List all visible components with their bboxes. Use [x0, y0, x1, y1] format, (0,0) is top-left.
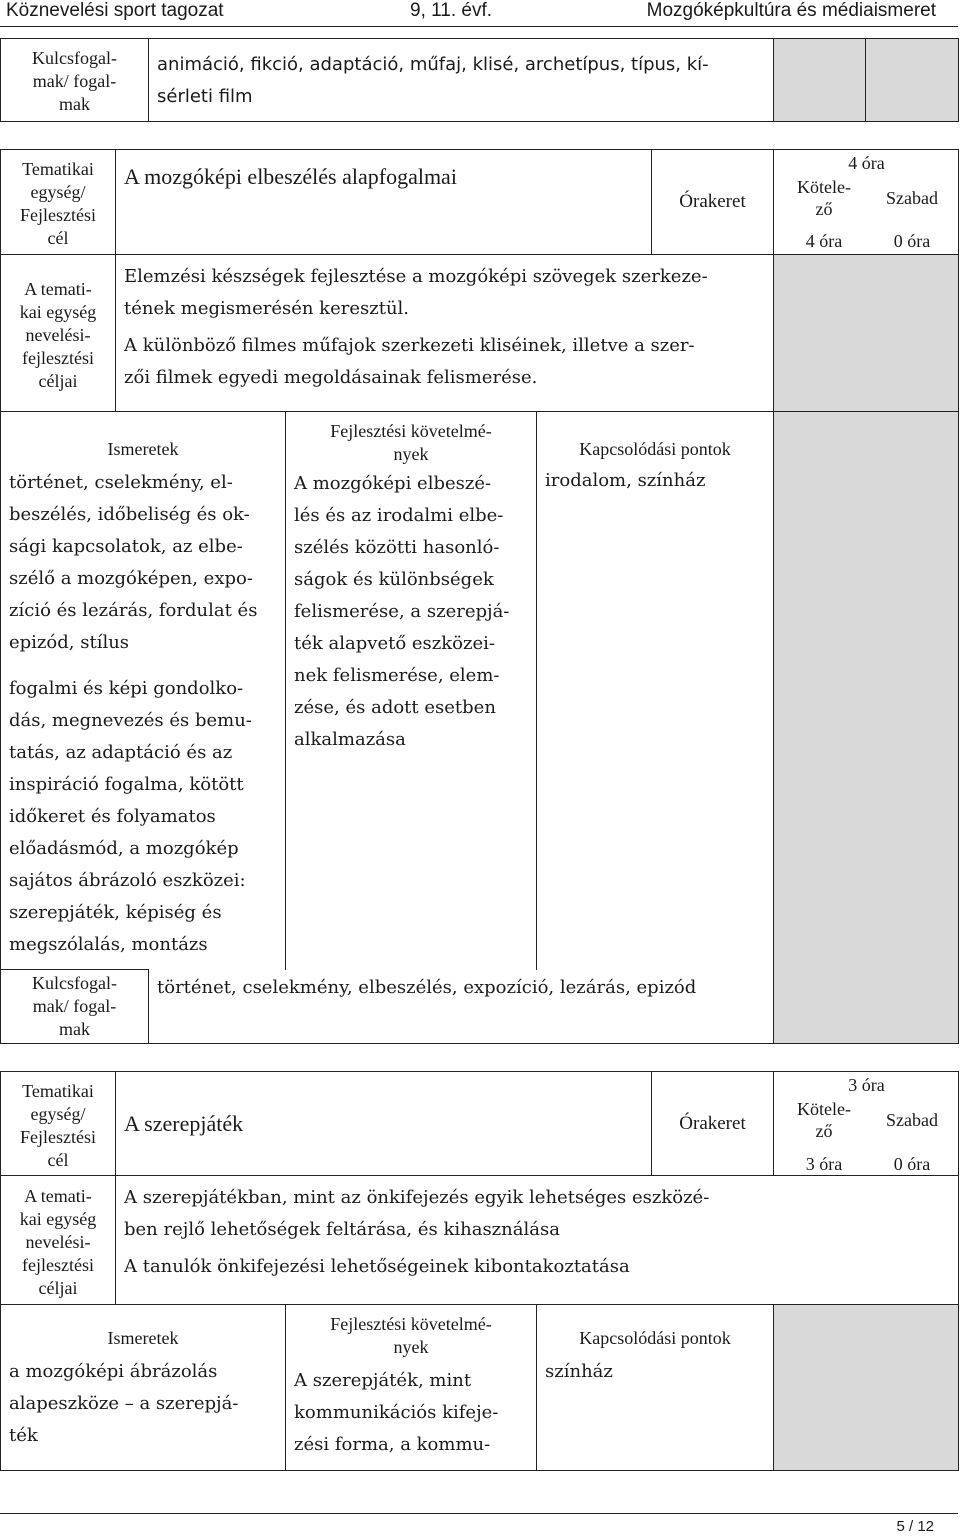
kapcsolodasi-text: színház: [545, 1361, 613, 1382]
hours-box: [774, 150, 958, 254]
page-number: 5 / 12: [896, 1518, 934, 1535]
fejlesztesi-head: Fejlesztési követelmé- nyek: [330, 421, 492, 464]
unit2-content-table: [0, 1304, 959, 1471]
kapcsolodasi-head: Kapcsolódási pontok: [579, 439, 731, 459]
ismeretek-p2: fogalmi és képi gondolko- dás, megnevezés és bemu- tatás, az adaptáció és az inspiráció fogalma, kötött időkeret és folyamatos előadásmód, a mozgókép sajátos ábrázoló eszközei: szerepjáték, képiség és megszólalás, montázs: [9, 678, 252, 955]
header-subject: Mozgóképkultúra és médiaismeret: [646, 0, 936, 21]
page-header: [0, 0, 960, 26]
hours-total: 4 óra: [848, 153, 885, 173]
hours-total: 3 óra: [848, 1075, 885, 1095]
gray-cell: [774, 1305, 959, 1471]
unit2-header-table: [0, 1071, 959, 1305]
orakeret-label: Órakeret: [679, 191, 746, 212]
kapcsolodasi-text: irodalom, színház: [545, 470, 706, 491]
header-rule: [0, 26, 958, 27]
kulcsfogalmak-label: Kulcsfogal- mak/ fogal- mak: [32, 48, 117, 114]
kotelezo-label: Kötele- ző: [797, 177, 851, 219]
kotelezo-hours: 4 óra: [805, 231, 843, 251]
kulcsfogalmak-text: történet, cselekmény, elbeszélés, expozíció, lezárás, epizód: [157, 976, 697, 998]
kulcsfogalmak-text: animáció, fikció, adaptáció, műfaj, klisé, archetípus, típus, kí- sérleti film: [157, 54, 709, 107]
unit1-header-table: [0, 149, 959, 412]
szabad-label: Szabad: [886, 1110, 938, 1130]
header-school: Köznevelési sport tagozat: [6, 0, 224, 21]
celjai-paragraph: Elemzési készségek fejlesztése a mozgóképi szövegek szerkeze- tének megismerésén keresztül.: [124, 266, 708, 319]
celjai-label: A temati- kai egység nevelési- fejlesztési céljai: [19, 278, 97, 391]
ismeretek-text: a mozgóképi ábrázolás alapeszköze – a szerepjá- ték: [9, 1361, 239, 1446]
ismeretek-head: Ismeretek: [107, 439, 179, 459]
unit1-content-table: [0, 411, 959, 1044]
gray-cell: [866, 39, 959, 122]
unit2-title: A szerepjáték: [124, 1110, 244, 1136]
header-grades: 9, 11. évf.: [410, 0, 493, 21]
kapcsolodasi-head: Kapcsolódási pontok: [579, 1328, 731, 1348]
hours-box: [774, 1072, 958, 1175]
celjai-text: [116, 1176, 958, 1283]
unit1-title: A mozgóképi elbeszélés alapfogalmai: [124, 164, 457, 189]
fejlesztesi-head: Fejlesztési követelmé- nyek: [330, 1314, 492, 1357]
szabad-hours: 0 óra: [893, 231, 931, 251]
kotelezo-label: Kötele- ző: [797, 1099, 851, 1141]
kulcsfogalmak-label: Kulcsfogal- mak/ fogal- mak: [32, 973, 117, 1039]
orakeret-label: Órakeret: [679, 1112, 746, 1134]
ismeretek-head: Ismeretek: [107, 1328, 179, 1348]
celjai-label: A temati- kai egység nevelési- fejlesztési céljai: [19, 1185, 97, 1298]
szabad-label: Szabad: [886, 188, 938, 208]
fejlesztesi-text: A szerepjáték, mint kommunikációs kifeje- zési forma, a kommu-: [294, 1370, 499, 1455]
gray-cell: [774, 255, 959, 412]
footer-rule: [0, 1513, 958, 1514]
celjai-paragraph: A tanulók önkifejezési lehetőségeinek kibontakoztatása: [124, 1256, 630, 1277]
ismeretek-p1: történet, cselekmény, el- beszélés, időbeliség és ok- sági kapcsolatok, az elbe- szélő a mozgóképen, expo- zíció és lezárás, fordulat és epizód, stílus: [9, 472, 258, 653]
celjai-paragraph: A szerepjátékban, mint az önkifejezés egyik lehetséges eszközé- ben rejlő lehetőségek feltárása, és kihasználása: [124, 1187, 710, 1240]
szabad-hours: 0 óra: [893, 1154, 931, 1174]
gray-cell: [774, 39, 866, 122]
gray-cell: [774, 412, 959, 1044]
tematikai-egyseg-label: Tematikai egység/ Fejlesztési cél: [20, 1080, 96, 1170]
celjai-text: [116, 255, 773, 393]
kotelezo-hours: 3 óra: [805, 1154, 843, 1174]
tematikai-egyseg-label: Tematikai egység/ Fejlesztési cél: [20, 159, 96, 248]
kulcsfogalmak-table-0: [0, 38, 959, 122]
fejlesztesi-text: A mozgóképi elbeszé- lés és az irodalmi elbe- szélés közötti hasonló- ságok és különbségek felismerése, a szerepjá- ték alapvető eszközei- nek felismerése, elem- zése, és adott esetben alkalmazása: [294, 473, 510, 750]
celjai-paragraph: A különböző filmes műfajok szerkezeti kliséinek, illetve a szer- zői filmek egyedi megoldásainak felismerése.: [124, 335, 695, 388]
